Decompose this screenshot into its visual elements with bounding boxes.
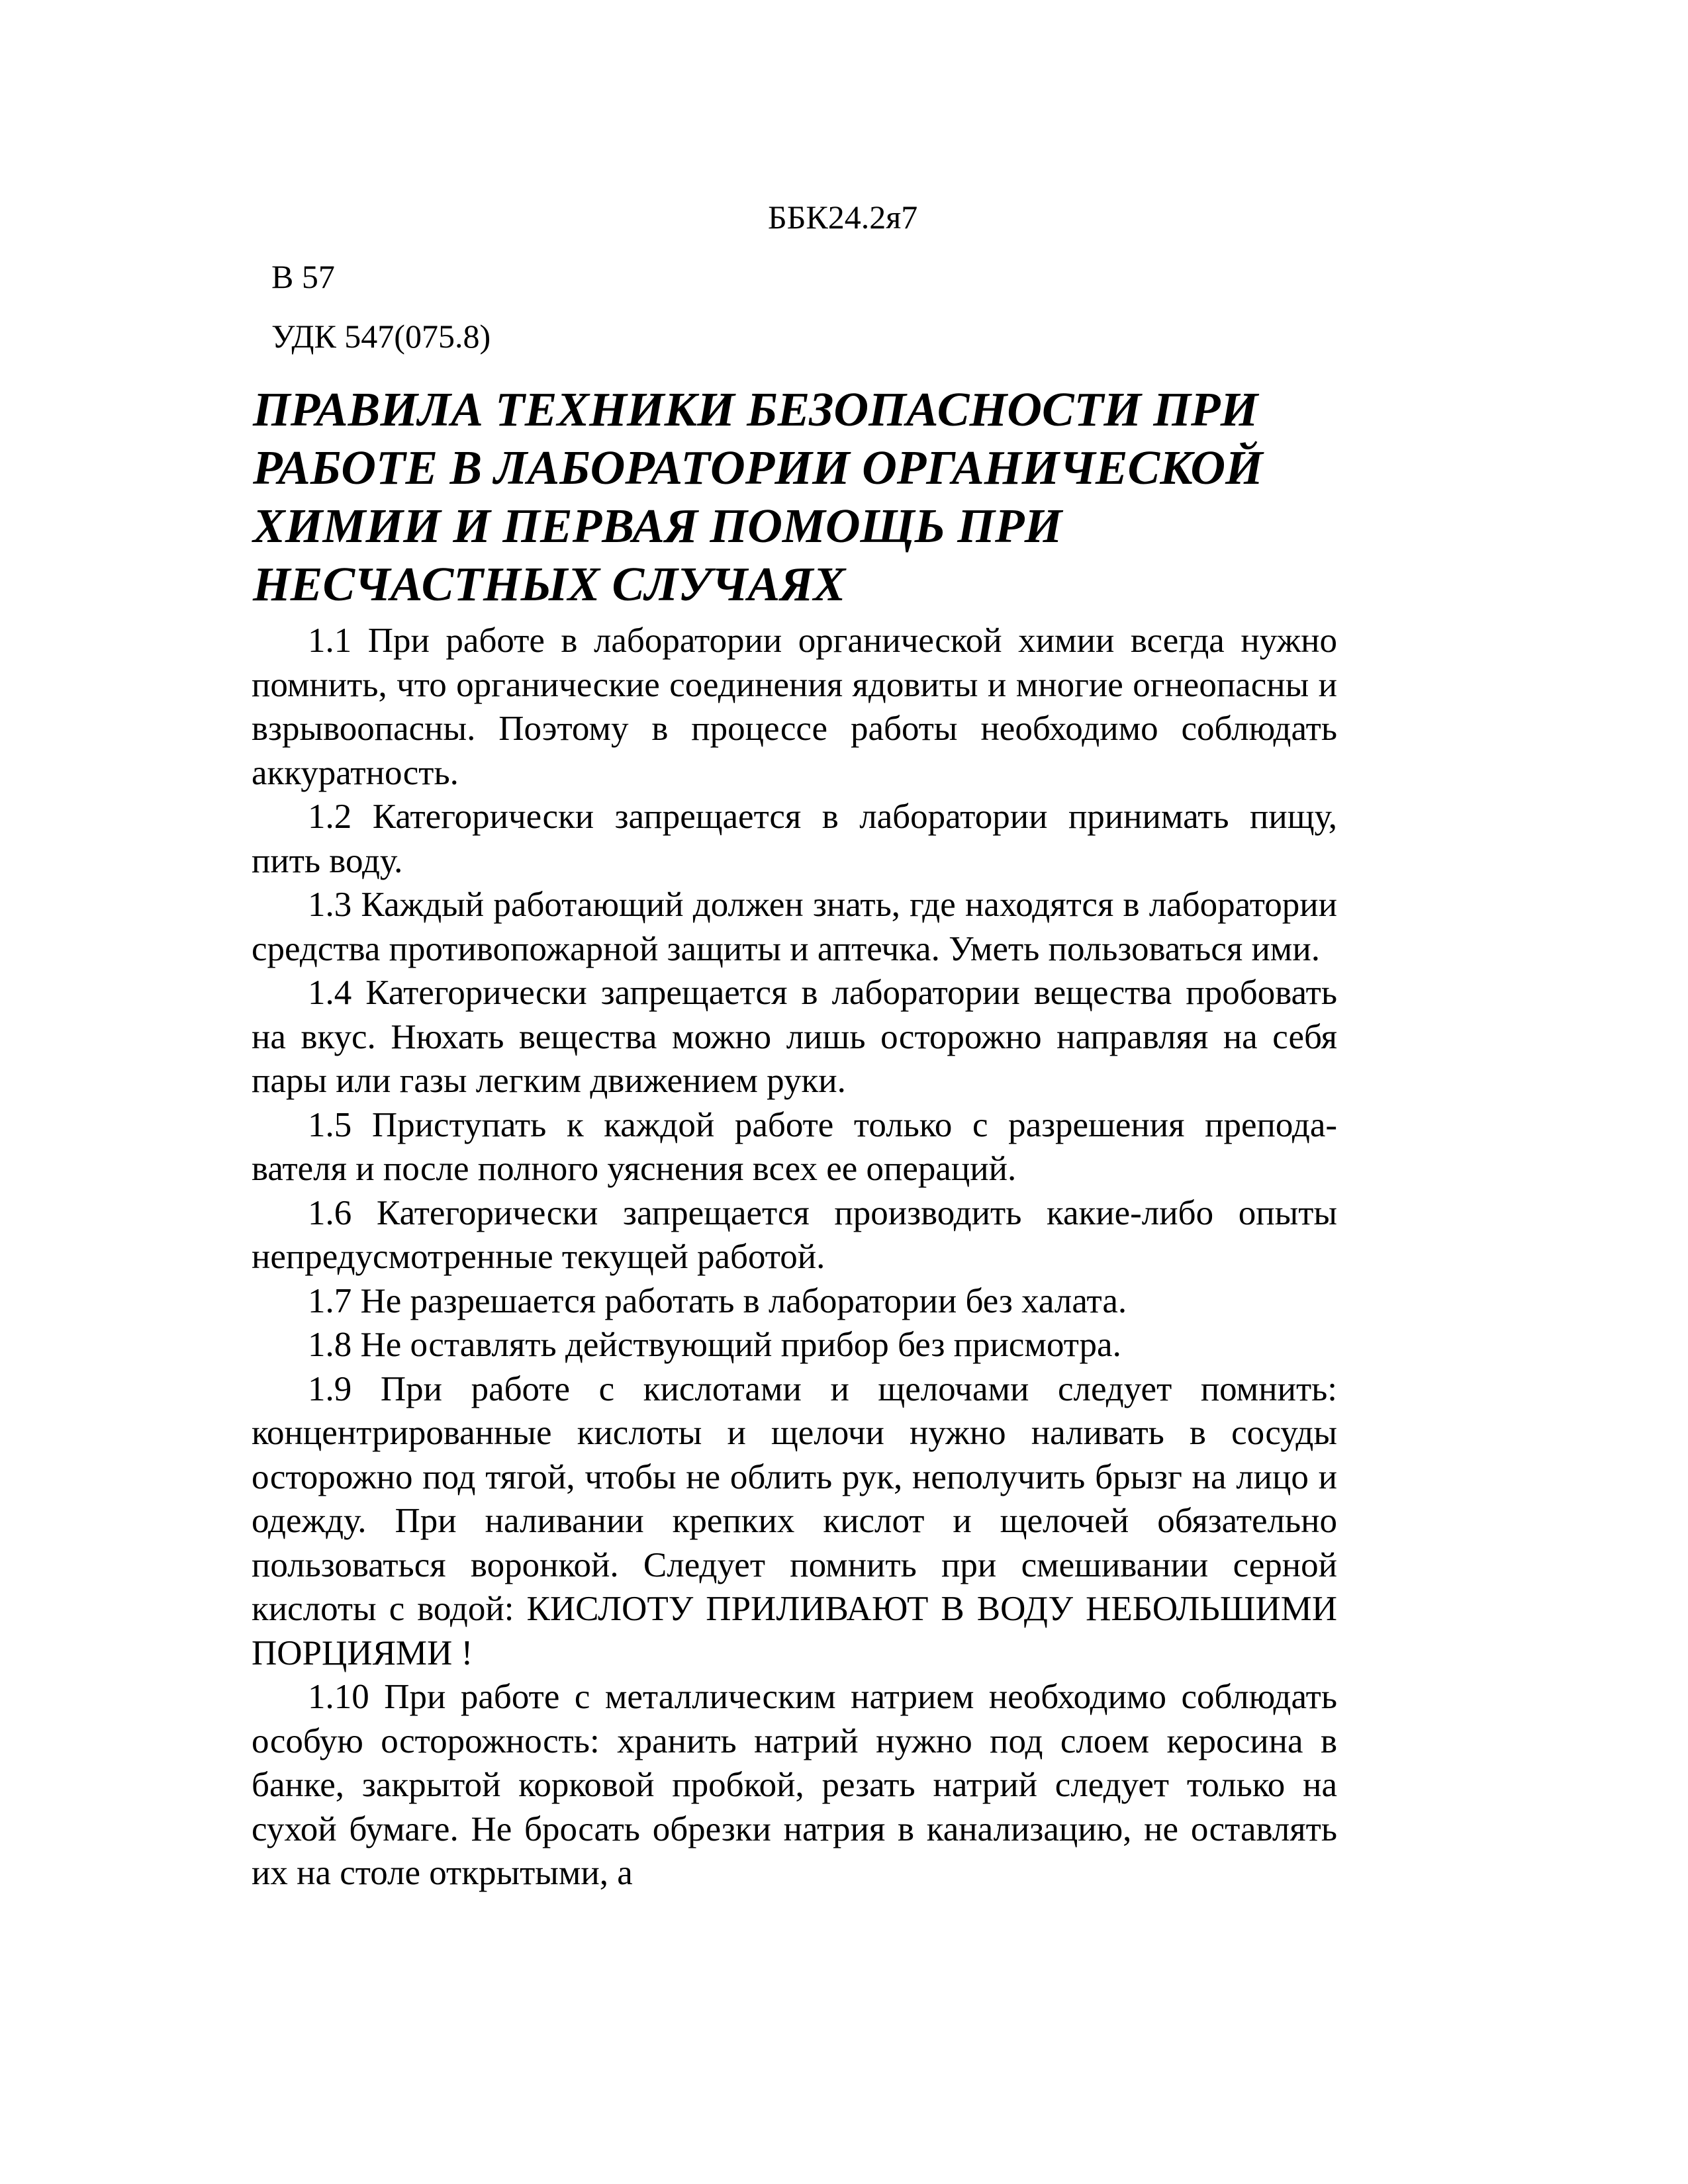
- rule-paragraph: 1.8 Не оставлять действующий прибор без присмотра.: [308, 1326, 1121, 1364]
- document-title: ПРАВИЛА ТЕХНИКИ БЕЗОПАСНОСТИ ПРИ РАБОТЕ В ЛАБОРАТОРИИ ОРГАНИЧЕСКОЙ ХИМИИ И ПЕРВАЯ ПОМОЩЬ ПРИ НЕСЧАСТНЫХ СЛУЧАЯХ: [253, 383, 1263, 611]
- rule-paragraph: 1.9 При работе с кислотами и щелочами следует помнить: концентрированные кислоты и щелочи нужно наливать в сосуды осторожно под тягой, чтобы не облить рук, неполучить брызг на лицо и одежду. При наливании крепких кислот и щелочей обязательно пользоваться воронкой. Следует помнить при смешивании серной кислоты с водой: КИСЛОТУ ПРИЛИВАЮТ В ВОДУ НЕБОЛЬШИМИ ПОРЦИЯМИ !: [252, 1369, 1337, 1672]
- rule-paragraph: 1.4 Категорически запрещается в лаборатории вещества пробовать на вкус. Нюхать вещества можно лишь осторожно направляя на себя пары или газы легким движением руки.: [252, 974, 1337, 1100]
- rule-paragraph: 1.5 Приступать к каждой работе только с разрешения препода-вателя и после полного уяснения всех ее операций.: [252, 1105, 1337, 1188]
- rule-paragraph: 1.2 Категорически запрещается в лаборатории принимать пищу, пить воду.: [252, 797, 1337, 880]
- rule-paragraph: 1.6 Категорически запрещается производить какие-либо опыты непредусмотренные текущей работой.: [252, 1193, 1337, 1276]
- udk-code: УДК 547(075.8): [271, 318, 491, 355]
- rule-paragraph: 1.3 Каждый работающий должен знать, где находятся в лаборатории средства противопожарной защиты и аптечка. Уметь пользоваться ими.: [252, 886, 1337, 968]
- bbk-code: ББК24.2я7: [768, 199, 918, 236]
- rule-paragraph: 1.1 При работе в лаборатории органической химии всегда нужно помнить, что органические соединения ядовиты и многие огнеопасны и взрывоопасны. Поэтому в процессе работы необходимо соблюдать аккуратность.: [252, 621, 1337, 792]
- rule-paragraph: 1.7 Не разрешается работать в лаборатории без халата.: [308, 1281, 1127, 1320]
- author-code: В 57: [271, 258, 335, 295]
- rules-list: [252, 619, 1337, 1895]
- rule-paragraph: 1.10 При работе с металлическим натрием необходимо соблюдать особую осторожность: хранить натрий нужно под слоем керосина в банке, закрытой корковой пробкой, резать натрий следует только на сухой бумаге. Не бросать обрезки натрия в канализацию, не оставлять их на столе открытыми, а: [252, 1678, 1337, 1892]
